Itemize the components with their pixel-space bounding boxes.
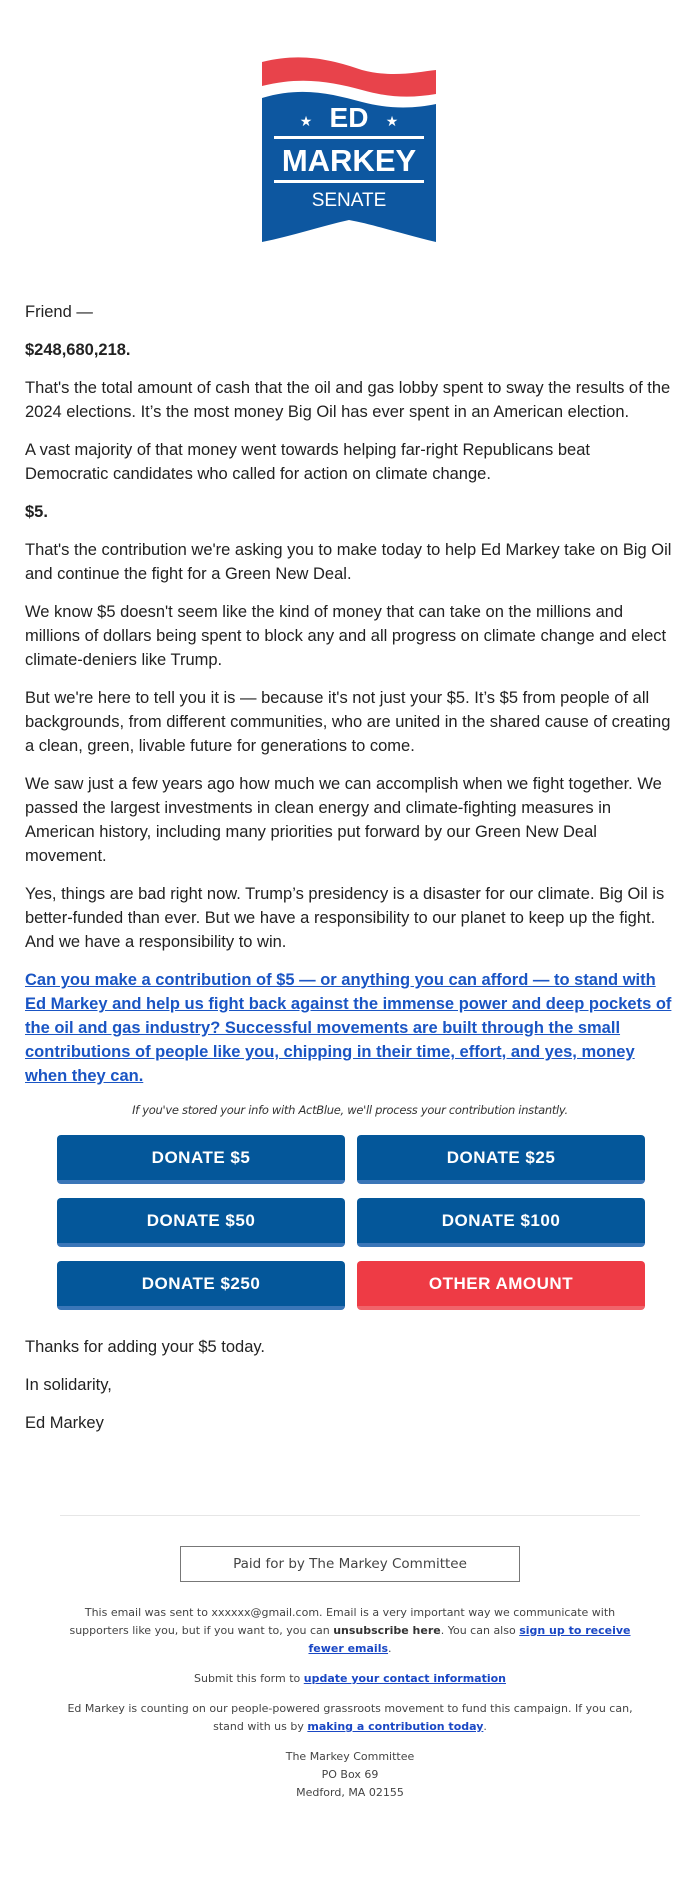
paragraph: But we're here to tell you it is — because it's not just your $5. It’s $5 from people of all backgrounds, from different communities, who are united in the shared cause of creating a clean, green, livable future for generations to come. [25,689,671,755]
subscription-notice [60,1604,640,1658]
signoff: In solidarity, [25,1376,112,1394]
grassroots-line [60,1700,640,1736]
donate-buttons [57,1135,675,1310]
paragraph: That's the total amount of cash that the oil and gas lobby spent to sway the results of the 2024 elections. It’s the most money Big Oil has ever spent in an American election. [25,379,671,421]
svg-text:SENATE: SENATE [311,190,387,211]
paragraph: We saw just a few years ago how much we can accomplish when we fight together. We passed the largest investments in clean energy and climate-fighting measures in American history, including many priorities put forward by our Green New Deal movement. [25,775,662,865]
actblue-note: If you've stored your info with ActBlue, we'll process your contribution instantly. [132,1103,568,1117]
signature: Ed Markey [25,1414,104,1432]
greeting: Friend — [25,303,93,321]
notice-text: . You can also [440,1624,520,1637]
donate-25-button[interactable]: DONATE $25 [357,1135,645,1184]
paragraph: A vast majority of that money went towards helping far-right Republicans beat Democratic candidates who called for action on climate change. [25,441,590,483]
footer [60,1515,640,1802]
grassroots-text: Ed Markey is counting on our people-powered grassroots movement to fund this campaign. If you can, stand with us by [67,1702,633,1733]
amount-headline: $248,680,218. [25,341,131,359]
notice-text: . [388,1642,392,1655]
donate-100-button[interactable]: DONATE $100 [357,1198,645,1247]
paid-for-box: Paid for by The Markey Committee [180,1546,520,1582]
notice-text: This email was sent to xxxxxx@gmail.com. Email is a very important way we communicate with supporters like you, but if you want to, you can [69,1606,616,1637]
star-icon: ★ [385,113,399,129]
svg-text:MARKEY: MARKEY [281,143,417,178]
unsubscribe-link[interactable]: unsubscribe here [333,1624,441,1637]
address-line: The Markey Committee [285,1750,415,1763]
address-line: PO Box 69 [321,1768,379,1781]
logo-ed: ED [329,102,369,133]
star-icon: ★ [299,113,313,129]
address-line: Medford, MA 02155 [296,1786,404,1799]
fewer-emails-link[interactable]: sign up to receive fewer emails [308,1624,631,1655]
email-body [25,0,675,1435]
contribute-today-link[interactable]: making a contribution today [307,1720,484,1733]
donate-250-button[interactable]: DONATE $250 [57,1261,345,1310]
grassroots-text: . [483,1720,487,1733]
paragraph: We know $5 doesn't seem like the kind of money that can take on the millions and millions of dollars being spent to block any and all progress on climate change and elect climate-deniers like Trump. [25,603,667,669]
donate-50-button[interactable]: DONATE $50 [57,1198,345,1247]
contribution-cta-link[interactable]: Can you make a contribution of $5 — or anything you can afford — to stand with Ed Markey and help us fight back against the immense power and deep pockets of the oil and gas industry? Successful movements are built through the small contributions of people like you, chipping in their time, effort, and yes, money when they can. [25,971,672,1085]
paragraph: Yes, things are bad right now. Trump’s presidency is a disaster for our climate. Big Oil is better-funded than ever. But we have a responsibility to our planet to keep up the fight. And we have a responsibility to win. [25,885,665,951]
donate-5-button[interactable]: DONATE $5 [57,1135,345,1184]
update-contact-link[interactable]: update your contact information [303,1672,506,1685]
update-text: Submit this form to [193,1672,304,1685]
mailing-address [60,1748,640,1802]
update-contact-line [60,1670,640,1688]
paragraph: That's the contribution we're asking you to make today to help Ed Markey take on Big Oil and continue the fight for a Green New Deal. [25,541,672,583]
ask-headline: $5. [25,503,48,521]
other-amount-button[interactable]: OTHER AMOUNT [357,1261,645,1310]
thanks: Thanks for adding your $5 today. [25,1338,266,1356]
